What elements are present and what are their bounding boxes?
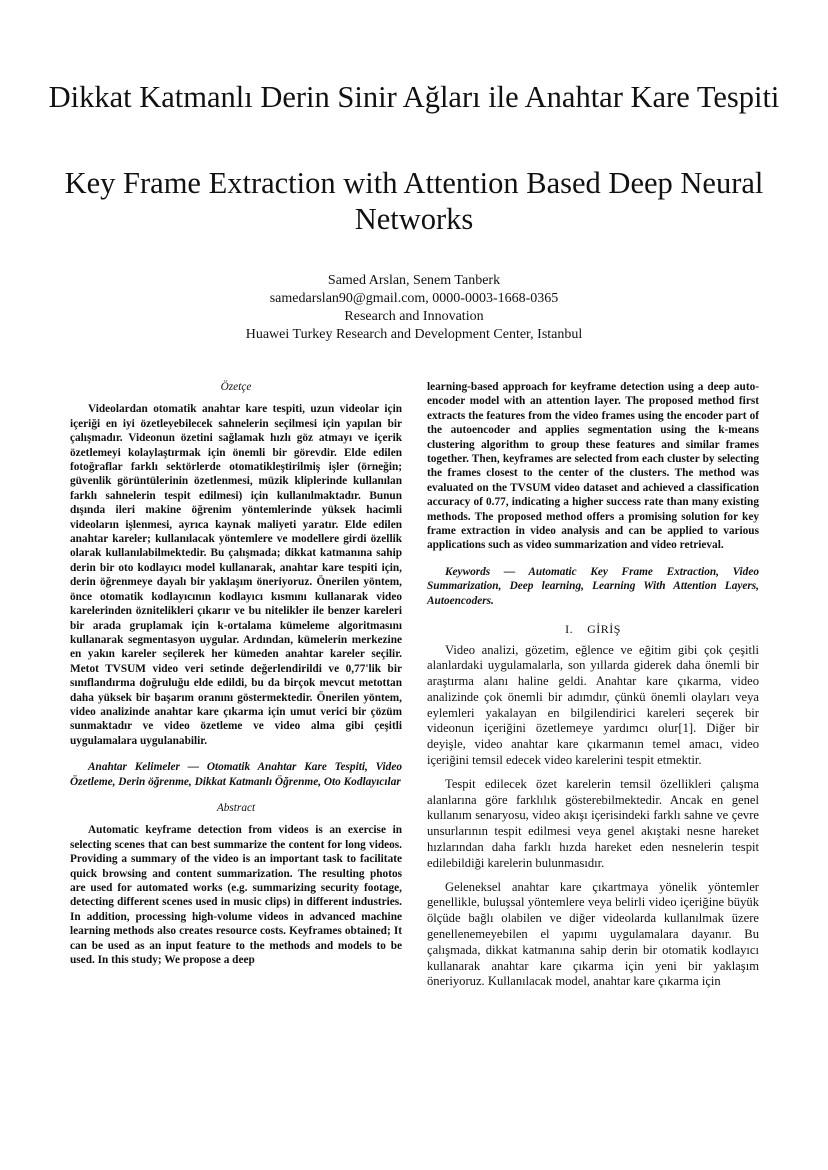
left-column [70,380,402,967]
intro-paragraph-2: Tespit edilecek özet karelerin temsil özellikleri çalışma alanlarına göre farklılık gösterebilmektedir. Ancak en genel kullanım senaryosu, video akışı içerisindeki farklı sahne ve çevre unsurlarının tespit edilmesi veya genel akıştaki nesne hareket hızlarından daha farklı hızda hareket eden nesnelerin tespit edilebildiği karelerin bulunmasıdır. [427,776,759,870]
anahtar-kelimeler: Anahtar Kelimeler — Otomatik Anahtar Kare Tespiti, Video Özetleme, Derin öğrenme, Dikkat Katmanlı Öğrenme, Oto Kodlayıcılar [70,761,402,788]
intro-paragraph-3: Geleneksel anahtar kare çıkartmaya yönelik yöntemler genellikle, buluşsal yöntemlere veya belirli video içeriğine büyük ölçüde bağlı olabilen ve diğer videolarda kullanılmak üzere genellenemeyebilen el yapımı uygulamalara dayanır. Bu çalışmada, dikkat katmanına sahip derin bir otomatik kodlayıcı kullanarak anahtar kare çıkarma için yeni bir yaklaşım öneriyoruz. Kullanılacak model, anahtar kare çıkarma için [427,879,759,989]
author-contact: samedarslan90@gmail.com, 0000-0003-1668-0365 [269,291,559,306]
ozetce-heading: Özetçe [220,381,252,393]
abstract-text-left: Automatic keyframe detection from videos is an exercise in selecting scenes that can best summarize the content for long videos. Providing a summary of the video is an important task to facilitate quick browsing and content summarization. The resulting photos are used for automated works (e.g. summarizing security footage, detecting different scenes used in music clips) in different industries. In addition, processing high-volume videos in advanced machine learning methods also creates resource costs. Keyframes obtained; It can be used as an input feature to the methods and models to be used. In this study; We propose a deep [70,824,402,967]
author-block [0,272,828,344]
title-english: Key Frame Extraction with Attention Based Deep Neural Networks [64,166,764,236]
intro-paragraph-1: Video analizi, gözetim, eğlence ve eğitim gibi çok çeşitli alanlardaki uygulamalarla, son yıllarda giderek daha önemli bir araştırma alanı haline geldi. Anahtar kare çıkarma, video analizinde çok önemli bir adımdır, çünkü önemli olayları veya eylemleri yakalayan en bilgilendirici kareleri seçerek bir videonun içeriğini özetlemeye yardımcı olur[1]. Diğer bir deyişle, video anahtar kare çıkarmanın temel amacı, video içeriğini temsil edecek video karelerini tespit etmektir. [427,642,759,768]
section-heading-intro [427,622,759,636]
author-organization: Huawei Turkey Research and Development Center, Istanbul [245,327,583,342]
title-turkish: Dikkat Katmanlı Derin Sinir Ağları ile Anahtar Kare Tespiti [48,80,780,114]
right-column [427,380,759,990]
section-number: I. [565,622,574,637]
author-names: Samed Arslan, Senem Tanberk [327,273,501,288]
author-department: Research and Innovation [344,309,484,324]
abstract-text-right: learning-based approach for keyframe detection using a deep auto-encoder model with an attention layer. The proposed method first extracts the features from the video frames using the encoder part of the autoencoder and applies segmentation using the k-means clustering algorithm to group these features and similar frames together. Then, keyframes are selected from each cluster by selecting the frames closest to the center of the clusters. The method was evaluated on the TVSUM video dataset and achieved a classification accuracy of 0.77, indicating a higher success rate than many existing methods. The proposed method offers a promising solution for key frame extraction in video analysis and can be applied to various applications such as video summarization and video retrieval. [427,381,759,552]
abstract-heading: Abstract [216,801,256,814]
keywords: Keywords — Automatic Key Frame Extraction, Video Summarization, Deep learning, Learning With Attention Layers, Autoencoders. [427,565,759,607]
ozetce-text: Videolardan otomatik anahtar kare tespiti, uzun videolar için içeriği en iyi özetleyebilecek sahnelerin seçilmesi için yapılan bir çalışmadır. Videonun özetini sağlamak hızlı göz atmayı ve içerik özetlemeyi kolaylaştırmak için önemli bir görevdir. Elde edilen fotoğraflar farklı sektörlerde otomatikleştirilmiş işler (örneğin; güvenlik görüntülerinin özetlenmesi, müzik kliplerinde kullanılan farklı sahnelerin tespit edilmesi) için kullanılmaktadır. Bunun dışında ileri makine öğrenim yöntemlerinde yüksek hacimli videoların işlenmesi, ayrıca kaynak maliyeti yaratır. Elde edilen anahtar kareler; kullanılacak yöntemlere ve modellere girdi özellik olarak kullanılabilmektedir. Bu çalışmada; dikkat katmanına sahip derin bir oto kodlayıcı model kullanarak, anahtar kare tespiti için, derin öğrenmeye dayalı bir yaklaşım öneriyoruz. Önerilen yöntem, önce otomatik kodlayıcının kodlayıcı kısmını kullanarak video karelerinden öznitelikleri çıkarır ve bu nitelikler ile benzer kareleri bir arada gruplamak için k-ortalama kümeleme algoritmasını kullanarak segmentasyon uygular. Ardından, kümelerin merkezine en yakın kareler seçilerek her kümeden anahtar kareler seçilir. Metot TVSUM video veri setinde değerlendirildi ve 0,77'lik bir sınıflandırma doğruluğu elde edildi, bu da birçok mevcut metottan daha yüksek bir başarım oranını göstermektedir. Önerilen yöntem, video analizinde anahtar kare çıkarma için umut verici bir çözüm sunmaktadır ve video özetleme ve video alma gibi çeşitli uygulamalara uygulanabilir. [70,403,402,747]
section-title: GİRİŞ [587,622,621,637]
